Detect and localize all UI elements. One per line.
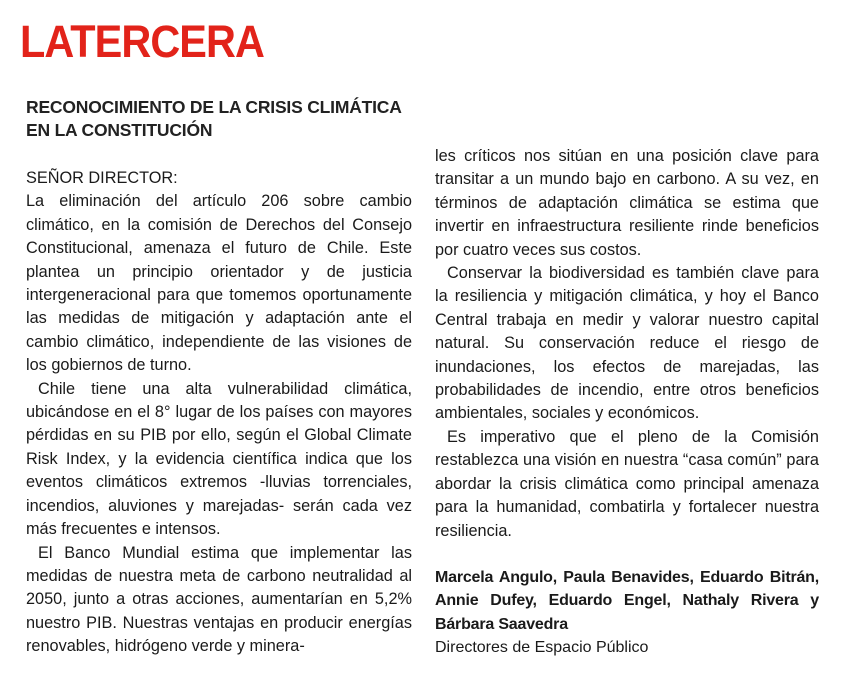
paragraph-5: Es imperativo que el pleno de la Comisión restablezca una visión en nuestra “casa común” para abordar la crisis climática como principal amenaza para la humanidad, combatirla y fortalecer nuestra resiliencia. bbox=[435, 427, 819, 540]
text-column-right bbox=[435, 145, 819, 660]
paragraph-3-continued: les críticos nos sitúan en una posición clave para transitar a un mundo bajo en carbono. A su vez, en términos de adaptación climática se estima que invertir en infraestructura resiliente rinde beneficios por cuatro veces sus costos. bbox=[435, 147, 819, 259]
paragraph-3: El Banco Mundial estima que implementar las medidas de nuestra meta de carbono neutralidad al 2050, junto a otras acciones, aumentarían en 5,2% nuestro PIB. Nuestras ventajas en producir energías renovables, hidrógeno verde y minera- bbox=[26, 543, 412, 656]
paragraph-2: Chile tiene una alta vulnerabilidad climática, ubicándose en el 8° lugar de los países con mayores pérdidas en su PIB por ello, según el Global Climate Risk Index, y la evidencia científica indica que los eventos climáticos extremos -lluvias torrenciales, incendios, aluviones y marejadas- serán cada vez más frecuentes e intensos. bbox=[26, 379, 412, 539]
text-column-left bbox=[26, 167, 412, 659]
salutation: SEÑOR DIRECTOR: bbox=[26, 169, 178, 187]
paragraph-4: Conservar la biodiversidad es también clave para la resiliencia y mitigación climática, y hoy el Banco Central trabaja en medir y valorar nuestro capital natural. Su conservación reduce el riesgo de inundaciones, los efectos de marejadas, las probabilidades de incendio, entre otros beneficios ambientales, sociales y económicos. bbox=[435, 264, 819, 423]
signature-block bbox=[435, 566, 819, 660]
newspaper-logo: LATERCERA bbox=[20, 16, 264, 67]
letter-headline: RECONOCIMIENTO DE LA CRISIS CLIMÁTICA EN LA CONSTITUCIÓN bbox=[26, 97, 402, 140]
signature-names: Marcela Angulo, Paula Benavides, Eduardo Bitrán, Annie Dufey, Eduardo Engel, Nathaly Rivera y Bárbara Saavedra bbox=[435, 568, 819, 633]
paragraph-1: La eliminación del artículo 206 sobre cambio climático, en la comisión de Derechos del Consejo Constitucional, amenaza el futuro de Chile. Este plantea un principio orientador y de justicia intergeneracional para que tomemos oportunamente las medidas de mitigación y adaptación ante el cambio climático, independiente de las visiones de los gobiernos de turno. bbox=[26, 192, 412, 375]
signature-role: Directores de Espacio Público bbox=[435, 639, 649, 657]
